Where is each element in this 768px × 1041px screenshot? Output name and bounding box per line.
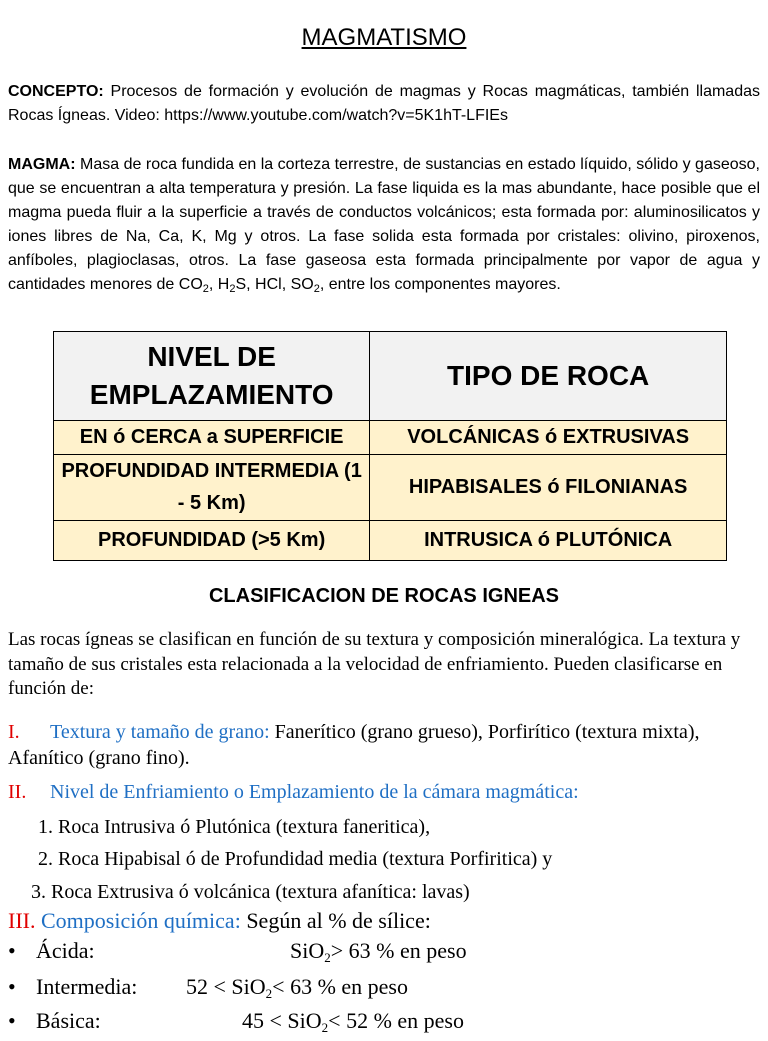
list-item: 2. Roca Hipabisal ó de Profundidad media (textura Porfiritica) y xyxy=(38,848,553,870)
clasificacion-intro: Las rocas ígneas se clasifican en función de su textura y composición mineralógica. La textura y tamaño de sus cristales esta relacionada a la velocidad de enfriamiento. Pueden clasificarse en función de: xyxy=(8,629,741,699)
cell-tipo: HIPABISALES ó FILONIANAS xyxy=(370,454,727,520)
bullet-post: < 52 % en peso xyxy=(328,1008,464,1033)
bullet-post: > 63 % en peso xyxy=(330,938,467,963)
bullet-icon: • xyxy=(8,1008,16,1033)
table-row xyxy=(54,454,727,520)
bullet-sub: 2 xyxy=(324,950,331,965)
table-row xyxy=(54,421,727,454)
list-item: 3. Roca Extrusiva ó volcánica (textura afanítica: lavas) xyxy=(31,881,470,903)
magma-paragraph xyxy=(8,153,760,301)
cell-nivel: EN ó CERCA a SUPERFICIE xyxy=(54,421,370,454)
bullet-sub: 2 xyxy=(321,1020,329,1035)
item-label: Composición química: xyxy=(35,908,241,933)
header-nivel: NIVEL DE EMPLAZAMIENTO xyxy=(54,332,370,421)
item-number: I. xyxy=(8,721,20,743)
co2-subscript: 2 xyxy=(202,283,209,295)
concepto-text: Procesos de formación y evolución de magmas y Rocas magmáticas, también llamadas Rocas Ígneas. Video: https://www.youtube.com/watch?v=5K1hT-LFIEs xyxy=(8,83,760,124)
item-number: III. xyxy=(8,908,36,933)
item-number: II. xyxy=(8,781,27,803)
clasificacion-heading: CLASIFICACION DE ROCAS IGNEAS xyxy=(208,585,560,607)
h2s-subscript: 2 xyxy=(229,283,236,295)
magma-text: Masa de roca fundida en la corteza terrestre, de sustancias en estado líquido, sólido y gaseoso, que se encuentran a alta temperatura y presión. La fase liquida es la mas abundante, hace posible que el magma pueda fluir a la superficie a través de conductos volcánicos; esta formada por: aluminosilicatos y iones libres de Na, Ca, K, Mg y otros. La fase solida esta formada por cristales: olivino, piroxenos, anfíboles, plagioclasas, otros. La fase gaseosa esta formada principalmente por vapor de agua y cantidades menores de CO xyxy=(8,156,760,293)
bullet-name: Intermedia: xyxy=(36,974,138,999)
cell-tipo: INTRUSICA ó PLUTÓNICA xyxy=(370,520,727,560)
magma-text-h: , H xyxy=(208,276,230,293)
bullet-post: < 63 % en peso xyxy=(272,974,408,999)
bullet-pre: 45 < SiO xyxy=(242,1008,322,1033)
list-item: 1. Roca Intrusiva ó Plutónica (textura faneritica), xyxy=(38,816,431,838)
concepto-paragraph xyxy=(8,80,760,128)
list-item xyxy=(8,779,760,805)
bullet-name: Ácida: xyxy=(36,938,95,963)
bullet-item-acida xyxy=(8,938,467,971)
cell-tipo: VOLCÁNICAS ó EXTRUSIVAS xyxy=(370,421,727,454)
bullet-item-basica xyxy=(8,1008,464,1041)
bullet-name: Básica: xyxy=(36,1008,101,1033)
bullet-icon: • xyxy=(8,974,16,999)
table-row xyxy=(54,520,727,560)
list-item xyxy=(8,719,760,771)
bullet-item-intermedia xyxy=(8,974,408,1007)
list-item xyxy=(8,908,431,934)
header-tipo: TIPO DE ROCA xyxy=(370,332,727,421)
item-label: Nivel de Enfriamiento o Emplazamiento de la cámara magmática: xyxy=(50,781,579,803)
item-label: Textura y tamaño de grano: xyxy=(50,721,270,743)
magma-text-so: S, HCl, SO xyxy=(235,276,314,293)
bullet-pre: SiO xyxy=(290,938,325,963)
so2-subscript: 2 xyxy=(313,283,320,295)
bullet-sub: 2 xyxy=(265,986,273,1001)
magma-label: MAGMA: xyxy=(8,156,76,173)
emplazamiento-table xyxy=(53,331,727,561)
bullet-icon: • xyxy=(8,938,16,963)
table-header-row xyxy=(54,332,727,421)
item-text: Según al % de sílice: xyxy=(240,908,431,933)
concepto-label: CONCEPTO: xyxy=(8,83,104,100)
cell-nivel: PROFUNDIDAD (>5 Km) xyxy=(54,520,370,560)
magma-text-end: , entre los componentes mayores. xyxy=(319,276,561,293)
cell-nivel: PROFUNDIDAD INTERMEDIA (1 - 5 Km) xyxy=(54,454,370,520)
bullet-pre: 52 < SiO xyxy=(186,974,266,999)
item-text: Fanerítico (grano grueso), Porfirítico (textura mixta), Afanítico (grano fino). xyxy=(8,721,700,769)
page-title: MAGMATISMO xyxy=(301,24,467,51)
